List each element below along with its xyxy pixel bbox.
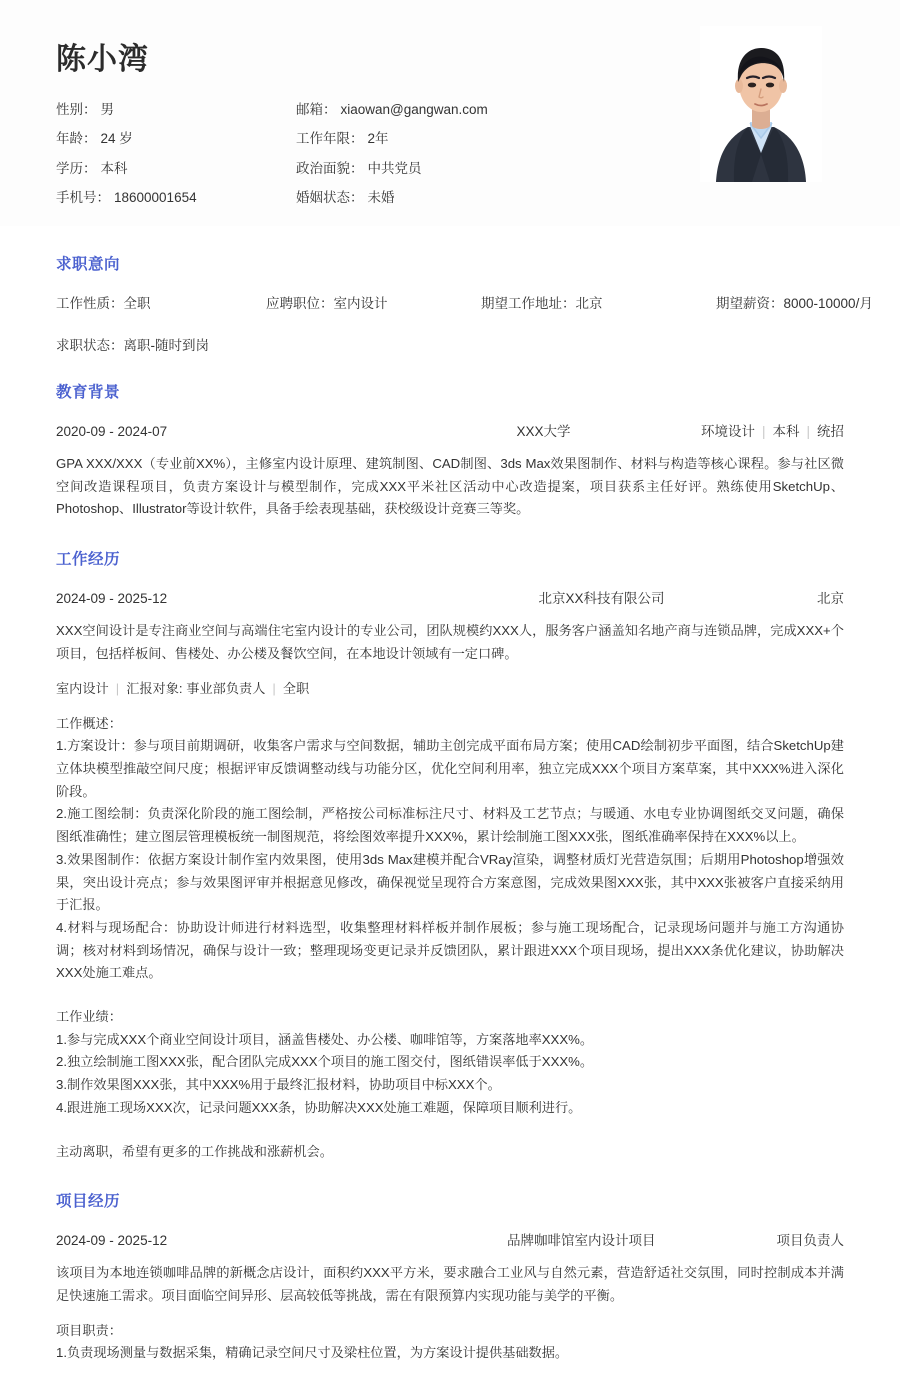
basic-info-gender xyxy=(56,100,296,120)
section-job-intent xyxy=(0,252,900,354)
basic-info-email xyxy=(296,100,616,120)
basic-info-education-value: 本科 xyxy=(100,160,128,176)
work-achievement-item: 4.跟进施工现场XXX次，记录问题XXX条，协助解决XXX处施工难题，保障项目顺利进行。 xyxy=(56,1099,582,1115)
section-project-experience xyxy=(0,1189,900,1365)
project-duty-block xyxy=(56,1320,844,1365)
section-work-experience xyxy=(0,547,900,1163)
project-date: 2024-09 - 2025-12 xyxy=(56,1233,168,1249)
job-intent-salary xyxy=(716,292,873,312)
spacer xyxy=(56,1132,844,1141)
job-intent-position-label: 应聘职位： xyxy=(266,296,334,311)
work-summary-item: 3.效果图制作：依据方案设计制作室内效果图，使用3ds Max建模并配合VRay渲染，调整材质灯光营造氛围；后期用Photoshop增强效果，突出设计亮点；参与效果图评审并根据意见修改，确保视觉呈现符合方案意图，完成效果图XXX张，其中XXX张被客户直接采纳用于汇报。 xyxy=(56,851,844,913)
education-date: 2020-09 - 2024-07 xyxy=(56,424,168,439)
job-intent-location-value: 北京 xyxy=(575,296,603,311)
basic-info-age-label: 年龄： xyxy=(56,131,97,147)
section-title-job-intent: 求职意向 xyxy=(56,256,121,273)
basic-info-age xyxy=(56,129,296,149)
job-intent-position-value: 室内设计 xyxy=(333,296,388,311)
work-achievement-block xyxy=(56,1006,844,1120)
education-school: XXX大学 xyxy=(516,424,571,439)
job-intent-row-2 xyxy=(56,334,844,354)
work-city: 北京 xyxy=(817,591,844,607)
project-meta-row xyxy=(56,1229,844,1249)
basic-info-political-label: 政治面貌： xyxy=(296,160,364,176)
basic-info-phone xyxy=(56,188,296,208)
work-achievement-item: 3.制作效果图XXX张，其中XXX%用于最终汇报材料，协助项目中标XXX个。 xyxy=(56,1077,501,1093)
divider-icon: | xyxy=(806,424,810,439)
job-intent-nature-value: 全职 xyxy=(123,296,151,311)
basic-info-grid xyxy=(56,100,616,208)
work-leave-reason: 主动离职，希望有更多的工作挑战和涨薪机会。 xyxy=(56,1143,333,1159)
project-description: 该项目为本地连锁咖啡品牌的新概念店设计，面积约XXX平方米，要求融合工业风与自然元素，营造舒适社交氛围，同时控制成本并满足快速施工需求。项目面临空间异形、层高较低等挑战，需在有限预算内实现功能与美学的平衡。 xyxy=(56,1265,844,1303)
basic-info-phone-value: 18600001654 xyxy=(114,189,197,205)
basic-info-experience-value: 2年 xyxy=(367,131,389,147)
basic-info-email-value: xiaowan@gangwan.com xyxy=(340,102,488,117)
education-major: 环境设计 xyxy=(700,424,755,439)
work-achievement-item: 2.独立绘制施工图XXX张，配合团队完成XXX个项目的施工图交付，图纸错误率低于XXX%。 xyxy=(56,1054,594,1070)
basic-info-experience xyxy=(296,129,616,149)
job-intent-position xyxy=(266,292,481,312)
section-title-education: 教育背景 xyxy=(56,384,121,401)
work-date: 2024-09 - 2025-12 xyxy=(56,591,168,607)
section-title-work: 工作经历 xyxy=(56,551,121,569)
job-intent-location-label: 期望工作地址： xyxy=(481,296,576,311)
job-intent-row-1 xyxy=(56,292,873,312)
work-tag-row xyxy=(56,678,844,699)
basic-info-marital-label: 婚姻状态： xyxy=(296,189,364,205)
basic-info-political-value: 中共党员 xyxy=(367,160,422,176)
work-tag-report: 汇报对象: 事业部负责人 xyxy=(126,680,266,696)
project-duty-label: 项目职责： xyxy=(56,1322,122,1338)
work-summary-block xyxy=(56,713,844,985)
work-tag-position: 室内设计 xyxy=(56,680,109,696)
basic-info-education xyxy=(56,159,296,179)
education-meta-row xyxy=(56,420,844,440)
project-role: 项目负责人 xyxy=(776,1233,844,1249)
basic-info-experience-label: 工作年限： xyxy=(296,131,364,147)
work-summary-item: 4.材料与现场配合：协助设计师进行材料选型，收集整理材料样板并制作展板；参与施工现场配合，记录现场问题并与施工方沟通协调；核对材料到场情况，确保与设计一致；整理现场变更记录并反馈团队，累计跟进XXX个项目现场，提出XXX条优化建议，协助解决XXX处施工难点。 xyxy=(56,919,844,981)
resume-header xyxy=(0,0,900,226)
avatar xyxy=(700,26,822,182)
job-intent-salary-label: 期望薪资： xyxy=(716,296,784,311)
work-achievement-item: 1.参与完成XXX个商业空间设计项目，涵盖售楼处、办公楼、咖啡馆等，方案落地率XXX%。 xyxy=(56,1031,594,1047)
education-degree: 本科 xyxy=(772,424,800,439)
basic-info-gender-value: 男 xyxy=(100,102,114,117)
education-description: GPA XXX/XXX（专业前XX%），主修室内设计原理、建筑制图、CAD制图、3ds Max效果图制作、材料与构造等核心课程。参与社区微空间改造课程项目，负责方案设计与模型制作，完成XXX平米社区活动中心改造提案，项目获系主任好评。熟练使用SketchUp、Photoshop、Illustrator等设计软件，具备手绘表现基础，获校级设计竞赛三等奖。 xyxy=(56,456,844,517)
job-intent-status-value: 离职-随时到岗 xyxy=(123,338,209,353)
page-title: 陈小湾 xyxy=(56,43,149,76)
work-meta-row xyxy=(56,587,844,607)
basic-info-marital-value: 未婚 xyxy=(367,189,395,205)
basic-info-political xyxy=(296,159,616,179)
spacer xyxy=(56,997,844,1006)
section-title-project: 项目经历 xyxy=(56,1193,121,1211)
basic-info-gender-label: 性别： xyxy=(56,102,97,117)
work-company: 北京XX科技有限公司 xyxy=(538,591,665,607)
basic-info-age-value: 24 岁 xyxy=(100,131,133,147)
work-summary-item: 1.方案设计：参与项目前期调研，收集客户需求与空间数据，辅助主创完成平面布局方案；使用CAD绘制初步平面图，结合SketchUp建立体块模型推敲空间尺度；根据评审反馈调整动线与功能分区，优化空间利用率，独立完成XXX个项目方案草案，其中XXX%进入深化阶段。 xyxy=(56,738,844,799)
work-achievement-label: 工作业绩： xyxy=(56,1009,122,1025)
job-intent-location xyxy=(481,292,716,312)
work-tag-nature: 全职 xyxy=(282,680,310,696)
work-company-description: XXX空间设计是专注商业空间与高端住宅室内设计的专业公司，团队规模约XXX人，服务客户涵盖知名地产商与连锁品牌，完成XXX+个项目，包括样板间、售楼处、办公楼及餐饮空间，在本地设计领域有一定口碑。 xyxy=(56,623,844,661)
job-intent-nature-label: 工作性质： xyxy=(56,296,124,311)
divider-icon: | xyxy=(761,424,766,439)
divider-icon: | xyxy=(115,680,120,696)
job-intent-nature xyxy=(56,292,266,312)
basic-info-marital xyxy=(296,188,616,208)
job-intent-status-label: 求职状态： xyxy=(56,338,124,353)
divider-icon: | xyxy=(272,680,276,696)
basic-info-education-label: 学历： xyxy=(56,160,97,176)
education-type: 统招 xyxy=(817,424,844,439)
education-qualifications xyxy=(701,420,844,440)
project-duty-item: 1.负责现场测量与数据采集，精确记录空间尺寸及梁柱位置，为方案设计提供基础数据。 xyxy=(56,1345,569,1361)
basic-info-email-label: 邮箱： xyxy=(296,102,337,117)
job-intent-salary-value: 8000-10000/月 xyxy=(783,296,873,311)
basic-info-phone-label: 手机号： xyxy=(56,189,110,205)
work-summary-item: 2.施工图绘制：负责深化阶段的施工图绘制，严格按公司标准标注尺寸、材料及工艺节点；与暖通、水电专业协调图纸交叉问题，确保图纸准确性；建立图层管理模板统一制图规范，将绘图效率提升XXX%，累计绘制施工图XXX张，图纸准确率保持在XXX%以上。 xyxy=(56,806,844,845)
work-summary-label: 工作概述： xyxy=(56,715,122,731)
project-name: 品牌咖啡馆室内设计项目 xyxy=(507,1233,656,1249)
section-education xyxy=(0,380,900,521)
